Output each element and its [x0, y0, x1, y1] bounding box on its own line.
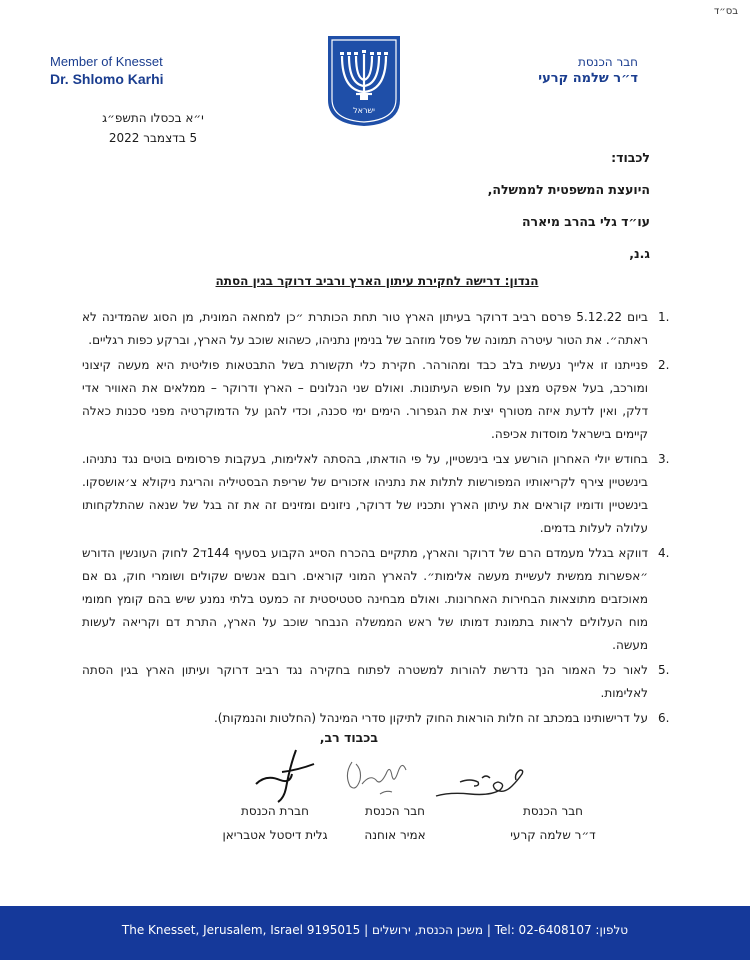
letterhead-english [50, 54, 164, 88]
paragraph-text: בחודש יולי האחרון הורשע צבי בינשטיין, על פי הודאתו, בהסתה לאלימות, בעקבות פרסומים בוטים נגד נתניהו. בינשטיין צירף לקריאותיו המפורשות לתלות את נתניהו אזכורים של שריפת הבסטיליה והריגת ניקולא צ׳אושסקו. בינשטיין ודומיו קוראים את עיתון הארץ ותכניו של דרוקר, ניזונים ומזינים זה את זה בגל של שנאה שהתלקחותו עלולה לעלות בדמים. [82, 452, 648, 535]
signatory-name: אמיר אוחנה [364, 828, 426, 842]
signature-ohana-icon [336, 744, 420, 804]
paragraph-item [82, 707, 670, 730]
paragraph-text: על דרישותינו במכתב זה חלות הוראות החוק לתיקון סדרי המינהל (החלטות והנמקות). [213, 711, 648, 725]
addressee-to: לכבוד: [611, 150, 650, 165]
letterhead-role-en: Member of Knesset [50, 54, 163, 69]
closing-line: בכבוד רב, [319, 730, 378, 745]
paragraph-text: לאור כל האמור הנך נדרשת להורות למשטרה לפתוח בחקירה נגד רביב דרוקר ועיתון הארץ בגין הסתה לאלימות. [82, 663, 648, 700]
paragraph-text: ביום 5.12.22 פרסם רביב דרוקר בעיתון הארץ טור תחת הכותרת ״כן למחאה המונית, מן הסוג שהמדינה לא ראתה״. את הטור עיטרה תמונה של פסל מוזהב של בנימין נתניהו, כשהוא שוכב על הארץ, וברקע כפות רגליים. [82, 310, 648, 347]
paragraph-item [82, 542, 670, 657]
signature-distel-icon [246, 744, 318, 804]
paragraph-number: 6. [658, 711, 670, 725]
date-gregorian: 5 בדצמבר 2022 [108, 131, 198, 145]
signatory-role: חבר הכנסת [522, 804, 584, 818]
bsd-mark: בס״ד [713, 6, 738, 17]
paragraph-item [82, 448, 670, 540]
paragraph-item [82, 659, 670, 705]
paragraph-list [82, 306, 670, 730]
paragraph-number: 5. [658, 663, 670, 677]
addressee-title: היועצת המשפטית לממשלה, [487, 182, 650, 197]
signatory-name: ד״ר שלמה קרעי [510, 828, 596, 842]
paragraph-number: 2. [658, 358, 670, 372]
letterhead-role-he: חבר הכנסת [577, 55, 638, 69]
paragraph-item [82, 306, 670, 352]
signature-karhi-icon [430, 752, 530, 808]
paragraph-number: 3. [658, 452, 670, 466]
paragraph-text: דווקא בגלל מעמדם הרם של דרוקר והארץ, מתקיים בהכרח הסייג הקבוע בסעיף 144ד2 לחוק העונשין הדורש ״אפשרות ממשית לעשיית מעשה אלימות״. להארץ המוני קוראים. רובם אנשים שקולים ושומרי חוק, גם אם מאוכזבים מתוצאות הבחירות האחרונות. ואולם מבחינה סטטיסטית זה כמעט בלתי נמנע שיש בהם קומץ חמומי מוח העלולים לראות בתמונת דמותו של ראש הממשלה הנבחר שוכב על הארץ, התרת דם וקריאה לעשות מעשה. [82, 546, 648, 652]
subject-line: הנדון: דרישה לחקירת עיתון הארץ ורביב דרוקר בגין הסתה [215, 274, 539, 288]
state-emblem-icon [326, 34, 402, 128]
letterhead-name-he: ד״ר שלמה קרעי [538, 71, 638, 86]
paragraph-text: פנייתנו זו אלייך נעשית בלב כבד ומהורהר. חקירת כלי תקשורת בשל התבטאות פוליטית היא מעשה קיצוני ומורכב, בעל אפקט מצנן על חופש העיתונות. ואולם שני הנלונים – הארץ ודרוקר – ממלאים את האוויר אדי דלק, ואין לדעת איזה מטורף יצית את הגפרור. הימים ימי סכנה, וכדי להגן על הדמוקרטיה מפני סכנות כאלה קיימים בישראל מוסדות אכיפה. [82, 358, 648, 441]
paragraph-item [82, 354, 670, 446]
paragraph-number: 4. [658, 546, 670, 560]
addressee-name: עו״ד גלי בהרב מיארה [521, 214, 650, 229]
emblem-caption: ישראל [353, 106, 375, 115]
signatory-role: חברת הכנסת [241, 804, 309, 818]
addressee-greeting: ג.נ, [629, 246, 650, 261]
letterhead-name-en: Dr. Shlomo Karhi [50, 71, 164, 87]
letterhead-hebrew [538, 54, 638, 88]
signatory-role: חבר הכנסת [364, 804, 426, 818]
date-hebrew: י״א בכסלו התשפ״ג [102, 111, 204, 125]
paragraph-number: 1. [658, 310, 670, 324]
footer-contact: The Knesset, Jerusalem, Israel 9195015 | משכן הכנסת, ירושלים | Tel: 02-6408107 :טלפון [121, 923, 629, 937]
letter-dates [88, 108, 218, 148]
signatory-name: גלית דיסטל אטבריאן [222, 828, 328, 842]
